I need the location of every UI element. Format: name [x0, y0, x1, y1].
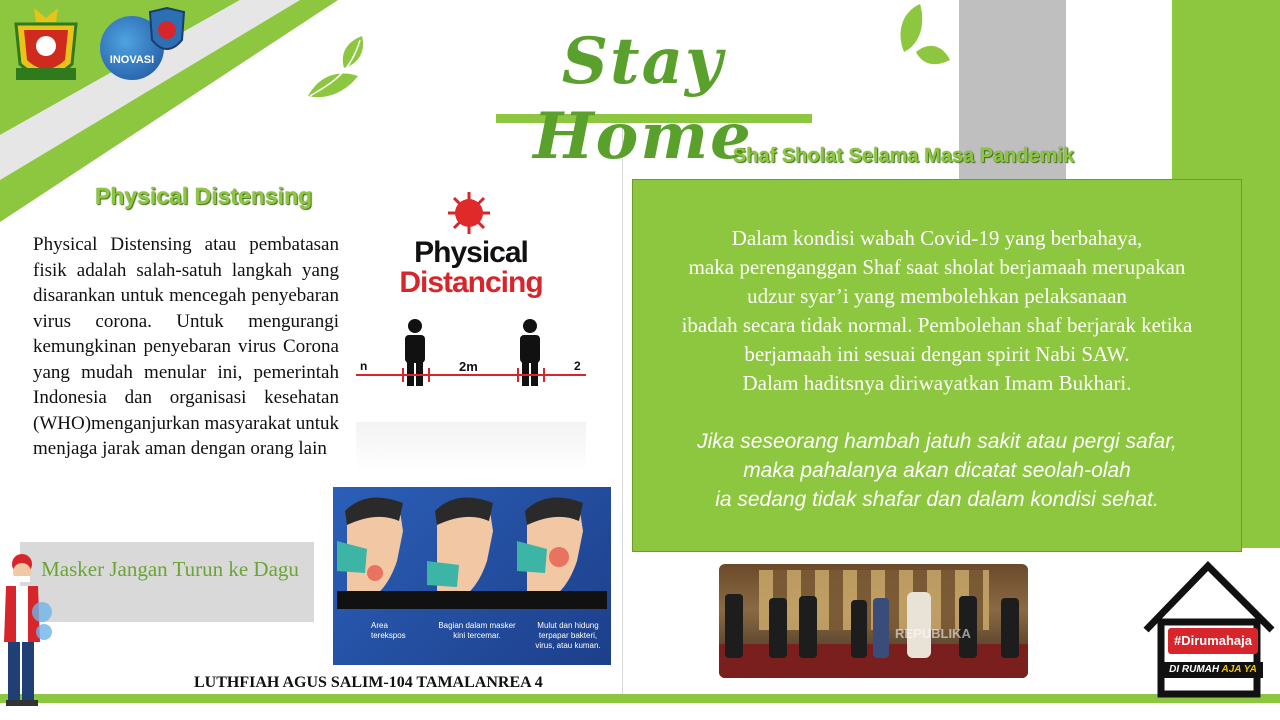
content-lines — [632, 224, 1242, 514]
distance-edge-right: 2 — [574, 359, 581, 373]
distance-label: 2m — [456, 359, 481, 374]
leaf-icon — [300, 34, 370, 104]
distance-line — [356, 374, 586, 376]
poster-reflection — [356, 422, 586, 472]
hadith-quote-line: Jika seseorang hambah jatuh sakit atau pergi safar, — [697, 430, 1177, 453]
tagline-badge — [1163, 662, 1263, 678]
left-heading: Physical Distensing — [95, 183, 313, 209]
hashtag-badge: #Dirumahaja — [1168, 628, 1258, 654]
right-heading: Shaf Sholat Selama Masa Pandemik — [733, 145, 1075, 167]
distance-edge-left: n — [360, 359, 368, 373]
distance-tick — [428, 368, 430, 382]
bottom-green-bar — [0, 694, 1280, 703]
mask-label-3: Mulut dan hidung terpapar bakteri, virus, atau kuman. — [535, 621, 601, 650]
leaf-icon — [894, 2, 954, 72]
face-with-mask-illustration — [337, 491, 607, 609]
person-silhouette-icon — [402, 318, 428, 388]
physical-distancing-poster — [356, 182, 586, 482]
hadith-quote-line: ia sedang tidak shafar dan dalam kondisi sehat. — [715, 488, 1159, 511]
distance-tick — [517, 368, 519, 382]
inovasi-logo-text: INOVASI — [109, 54, 155, 66]
mask-label-2: Bagian dalam masker kini tercemar. — [438, 621, 516, 640]
mosque-photo — [719, 564, 1028, 678]
distance-tick — [402, 368, 404, 382]
worshippers-illustration — [719, 584, 1028, 664]
mask-caption: Masker Jangan Turun ke Dagu — [41, 557, 299, 581]
university-emblem-logo — [8, 4, 84, 88]
hadith-quote-line: maka pahalanya akan dicatat seolah-olah — [743, 459, 1131, 482]
tagline-part-a: DI RUMAH — [1169, 664, 1220, 675]
content-line: ibadah secara tidak normal. Pembolehan shaf berjarak ketika — [681, 313, 1193, 337]
distance-tick — [543, 368, 545, 382]
content-line: maka perenganggan Shaf saat sholat berjamaah merupakan — [688, 255, 1186, 279]
virus-icon — [446, 190, 492, 236]
medic-character-illustration — [0, 550, 64, 710]
poster-title-line2: Distancing — [399, 266, 543, 299]
mask-infographic — [333, 487, 611, 665]
footer-author: LUTHFIAH AGUS SALIM-104 TAMALANREA 4 — [194, 674, 543, 691]
content-line: Dalam haditsnya diriwayatkan Imam Bukhari. — [742, 371, 1132, 395]
tagline-part-b: AJA YA — [1221, 664, 1257, 675]
photo-watermark: REPUBLIKA — [895, 626, 971, 641]
content-line: berjamaah ini sesuai dengan spirit Nabi SAW. — [744, 342, 1130, 366]
slide-title: Stay Home — [533, 24, 753, 174]
left-paragraph: Physical Distensing atau pembatasan fisik adalah salah-satuh langkah yang disarankan untuk mencegah penyebaran virus corona. Untuk mengurangi kemungkinan penyebaran virus Corona yang mudah menular ini, pemerintah Indonesia dan organisasi kesehatan (WHO)menganjurkan masyarakat untuk menjaga jarak aman dengan orang lain — [33, 234, 340, 459]
content-line: Dalam kondisi wabah Covid-19 yang berbahaya, — [731, 226, 1143, 250]
content-line: udzur syar’i yang membolehkan pelaksanaan — [747, 284, 1127, 308]
poster-title-line1: Physical — [414, 236, 528, 269]
mask-label-1: Area terekspos — [371, 621, 406, 640]
shield-logo — [146, 6, 188, 60]
person-silhouette-icon — [517, 318, 543, 388]
right-panel-divider — [622, 125, 623, 695]
